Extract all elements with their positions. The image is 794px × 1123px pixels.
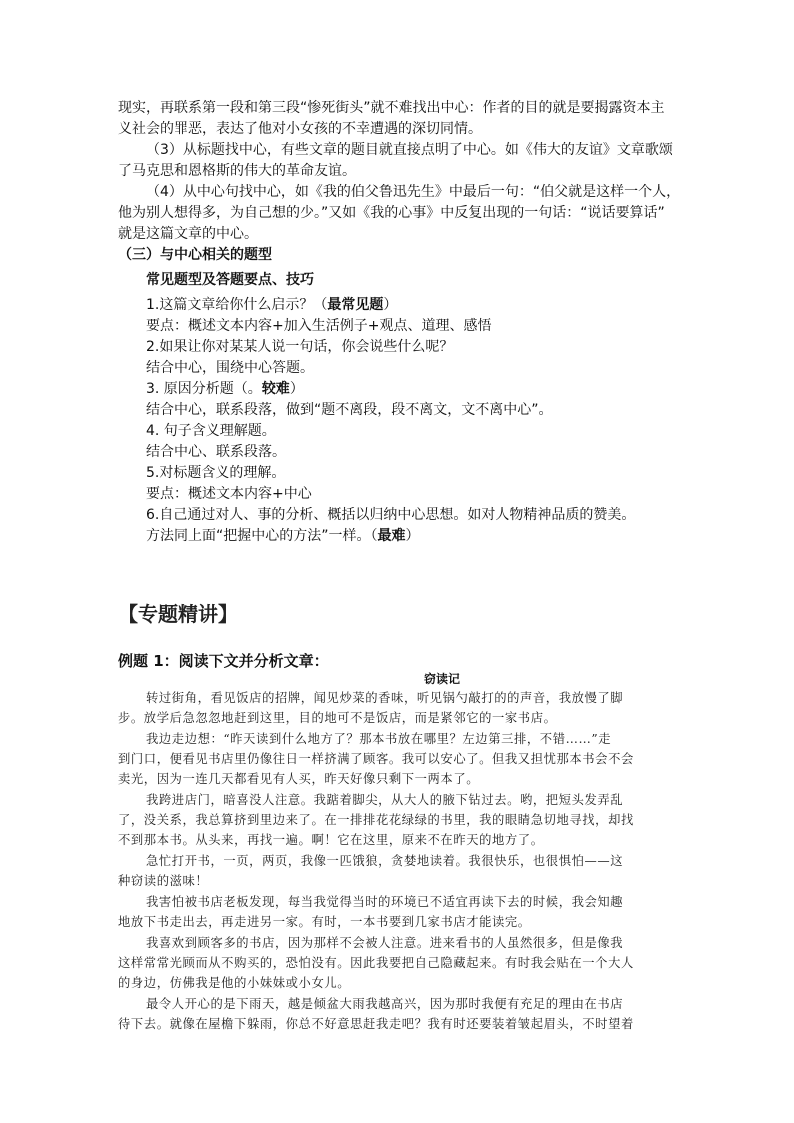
article-line: 种窃读的滋味！ bbox=[118, 874, 209, 888]
article-line: 待下去。就像在屋檐下躲雨，你总不好意思赶我走吧？我有时还要装着皱起眉头，不时望着 bbox=[118, 1017, 634, 1031]
question-2-point: 结合中心，围绕中心答题。 bbox=[146, 360, 314, 376]
article-line: 我边走边想：“昨天读到什么地方了？那本书放在哪里？左边第三排，不错……”走 bbox=[146, 732, 612, 746]
intro-line-4: 了马克思和恩格斯的伟大的革命友谊。 bbox=[118, 163, 356, 179]
special-topic-title: 【专题精讲】 bbox=[118, 602, 238, 626]
article-line: 到门口，便看见书店里仍像往日一样挤满了顾客。我可以安心了。但我又担忧那本书会不会 bbox=[118, 752, 634, 766]
question-6-point: 方法同上面“把握中心的方法”一样。（最难） bbox=[146, 528, 420, 544]
article-line: 步。放学后急忽忽地赶到这里，目的地可不是饭店，而是紧邻它的一家书店。 bbox=[118, 711, 557, 725]
example-heading: 例题 1：阅读下文并分析文章： bbox=[118, 652, 329, 670]
question-3-point: 结合中心，联系段落，做到“题不离段，段不离文，文不离中心”。 bbox=[146, 402, 553, 418]
article-line: 我跨进店门，暗喜没人注意。我踮着脚尖，从大人的腋下钻过去。哟，把短头发弄乱 bbox=[146, 793, 624, 807]
intro-line-5: （4）从中心句找中心，如《我的伯父鲁迅先生》中最后一句：“伯父就是这样一个人， bbox=[146, 184, 681, 200]
question-4: 4. 句子含义理解题。 bbox=[146, 423, 276, 439]
question-3: 3. 原因分析题（。较难） bbox=[146, 381, 304, 397]
question-4-point: 结合中心、联系段落。 bbox=[146, 444, 286, 460]
article-line: 不到那本书。从头来，再找一遍。啊！它在这里，原来不在昨天的地方了。 bbox=[118, 833, 544, 847]
intro-line-6: 他为别人想得多，为自己想的少。”又如《我的心事》中反复出现的一句话：“说话要算话” bbox=[118, 205, 665, 221]
article-title: 窃读记 bbox=[423, 672, 460, 686]
article-line: 地放下书走出去，再走进另一家。有时，一本书要到几家书店才能读完。 bbox=[118, 915, 531, 929]
section-heading: （三）与中心相关的题型 bbox=[118, 247, 272, 263]
article-line: 我害怕被书店老板发现，每当我觉得当时的环境已不适宜再读下去的时候，我会知趣 bbox=[146, 895, 624, 909]
intro-line-2: 义社会的罪恶，表达了他对小女孩的不幸遭遇的深切同情。 bbox=[118, 121, 482, 137]
article-line: 转过街角，看见饭店的招牌，闻见炒菜的香味，听见锅勺敲打的的声音，我放慢了脚 bbox=[146, 691, 624, 705]
article-line: 卖光，因为一连几天都看见有人买，昨天好像只剩下一两本了。 bbox=[118, 772, 480, 786]
question-1: 1.这篇文章给你什么启示？（最常见题） bbox=[146, 297, 398, 313]
intro-line-1: 现实，再联系第一段和第三段“惨死街头”就不难找出中心：作者的目的就是要揭露资本主 bbox=[118, 100, 665, 116]
question-2: 2.如果让你对某某人说一句话，你会说些什么呢？ bbox=[146, 339, 454, 355]
article-line: 这样常常光顾而从不购买的，恐怕没有。因此我要把自己隐藏起来。有时我会贴在一个大人 bbox=[118, 956, 634, 970]
question-6: 6.自己通过对人、事的分析、概括以归纳中心思想。如对人物精神品质的赞美。 bbox=[146, 507, 636, 523]
question-1-point: 要点：概述文本内容+加入生活例子+观点、道理、感悟 bbox=[146, 318, 492, 334]
question-5-point: 要点：概述文本内容+中心 bbox=[146, 486, 312, 502]
article-line: 了，没关系，我总算挤到里边来了。在一排排花花绿绿的书里，我的眼睛急切地寻找，却找 bbox=[118, 813, 634, 827]
article-line: 我喜欢到顾客多的书店，因为那样不会被人注意。进来看书的人虽然很多，但是像我 bbox=[146, 936, 624, 950]
question-5: 5.对标题含义的理解。 bbox=[146, 465, 286, 481]
intro-line-7: 就是这篇文章的中心。 bbox=[118, 226, 258, 242]
article-line: 急忙打开书，一页，两页，我像一匹饿狼，贪婪地读着。我很快乐，也很惧怕——这 bbox=[146, 854, 624, 868]
section-subheading: 常见题型及答题要点、技巧 bbox=[146, 272, 314, 288]
article-line: 的身边，仿佛我是他的小妹妹或小女儿。 bbox=[118, 976, 351, 990]
article-line: 最令人开心的是下雨天，越是倾盆大雨我越高兴，因为那时我便有充足的理由在书店 bbox=[146, 997, 624, 1011]
intro-line-3: （3）从标题找中心，有些文章的题目就直接点明了中心。如《伟大的友谊》文章歌颂 bbox=[146, 142, 673, 158]
